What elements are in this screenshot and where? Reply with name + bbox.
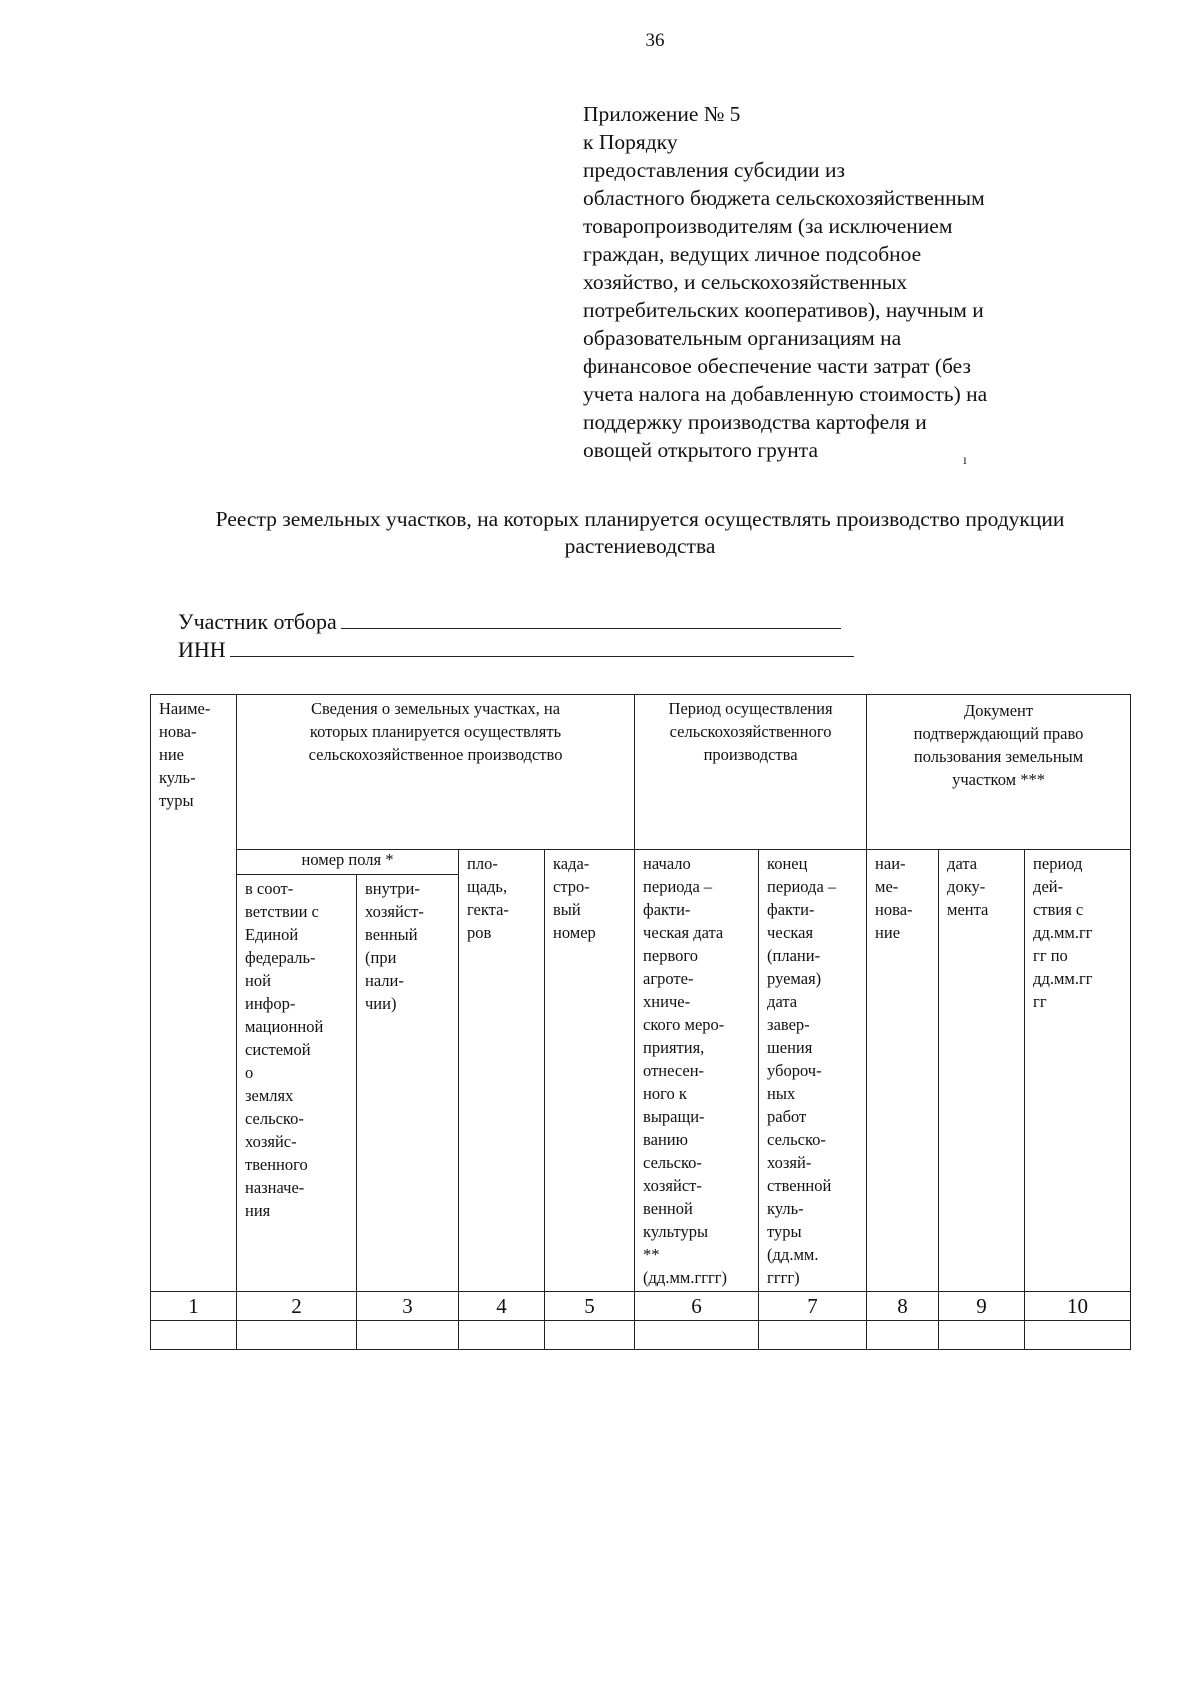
annex-line: образовательным организациям на xyxy=(583,326,902,350)
empty-cell xyxy=(151,1321,237,1350)
annex-line: граждан, ведущих личное подсобное xyxy=(583,242,922,266)
column-number-row xyxy=(151,1292,1131,1321)
header-land-info: Сведения о земельных участках, на которых планируется осуществлять сельскохозяйственное производство xyxy=(237,695,635,850)
column-number: 10 xyxy=(1025,1292,1131,1321)
column-number: 6 xyxy=(635,1292,759,1321)
header-doc-name: наи- ме- нова- ние xyxy=(867,850,939,1292)
registry-table xyxy=(150,694,1131,1350)
annex-line: предоставления субсидии из xyxy=(583,158,845,182)
annex-line: финансовое обеспечение части затрат (без xyxy=(583,354,971,378)
header-period-start: начало периода – факти- ческая дата первого агроте- хниче- ского меро- приятия, отнесен- ного к выращи- ванию сельско- хозяйст- венной культуры ** (дд.мм.гггг) xyxy=(635,850,759,1292)
participant-field xyxy=(178,608,841,635)
document-title xyxy=(150,506,1130,560)
annex-line: к Порядку xyxy=(583,130,678,154)
participant-label: Участник отбора xyxy=(178,609,337,634)
empty-cell xyxy=(357,1321,459,1350)
header-doc-date: дата доку- мента xyxy=(939,850,1025,1292)
annex-line: потребительских кооперативов), научным и xyxy=(583,298,984,322)
column-number: 8 xyxy=(867,1292,939,1321)
header-field-internal: внутри- хозяйст- венный (при нали- чии) xyxy=(357,875,459,1292)
empty-cell xyxy=(635,1321,759,1350)
page-number: 36 xyxy=(645,30,665,51)
empty-cell xyxy=(545,1321,635,1350)
annex-line: овощей открытого грунта xyxy=(583,438,818,462)
empty-cell xyxy=(1025,1321,1131,1350)
document-title-line1: Реестр земельных участков, на которых планируется осуществлять производство продукции xyxy=(215,507,1065,531)
column-number: 3 xyxy=(357,1292,459,1321)
header-field-egis: в соот- ветствии с Единой федераль- ной инфор- мационной системой о землях сельско- хозяйс- твенного назначе- ния xyxy=(237,875,357,1292)
empty-cell xyxy=(237,1321,357,1350)
stray-mark: ı xyxy=(963,453,967,468)
header-cadastral: када- стро- вый номер xyxy=(545,850,635,1292)
header-field-number: номер поля * xyxy=(237,850,459,875)
header-period-end: конец периода – факти- ческая (плани- руемая) дата завер- шения убороч- ных работ сельско- хозяй- ственной куль- туры (дд.мм. гггг) xyxy=(759,850,867,1292)
column-number: 1 xyxy=(151,1292,237,1321)
empty-data-row xyxy=(151,1321,1131,1350)
inn-label: ИНН xyxy=(178,637,226,662)
annex-line: учета налога на добавленную стоимость) на xyxy=(583,382,988,406)
annex-line: поддержку производства картофеля и xyxy=(583,410,927,434)
empty-cell xyxy=(459,1321,545,1350)
column-number: 9 xyxy=(939,1292,1025,1321)
inn-underline xyxy=(230,636,854,657)
column-number: 2 xyxy=(237,1292,357,1321)
header-document: Документ подтверждающий право пользования земельным участком *** xyxy=(867,695,1131,850)
annex-line: областного бюджета сельскохозяйственным xyxy=(583,186,985,210)
header-crop-name: Наиме- нова- ние куль- туры xyxy=(151,695,237,1292)
annex-line: товаропроизводителям (за исключением xyxy=(583,214,953,238)
column-number: 5 xyxy=(545,1292,635,1321)
annex-line: Приложение № 5 xyxy=(583,102,741,126)
participant-underline xyxy=(341,608,841,629)
inn-field xyxy=(178,636,854,663)
column-number: 4 xyxy=(459,1292,545,1321)
document-title-line2: растениеводства xyxy=(564,534,716,558)
header-doc-validity: период дей- ствия с дд.мм.гг гг по дд.мм.гг гг xyxy=(1025,850,1131,1292)
annex-line: хозяйство, и сельскохозяйственных xyxy=(583,270,908,294)
header-area: пло- щадь, гекта- ров xyxy=(459,850,545,1292)
annex-block xyxy=(583,100,1083,464)
header-period: Период осуществления сельскохозяйственного производства xyxy=(635,695,867,850)
empty-cell xyxy=(939,1321,1025,1350)
empty-cell xyxy=(759,1321,867,1350)
empty-cell xyxy=(867,1321,939,1350)
column-number: 7 xyxy=(759,1292,867,1321)
